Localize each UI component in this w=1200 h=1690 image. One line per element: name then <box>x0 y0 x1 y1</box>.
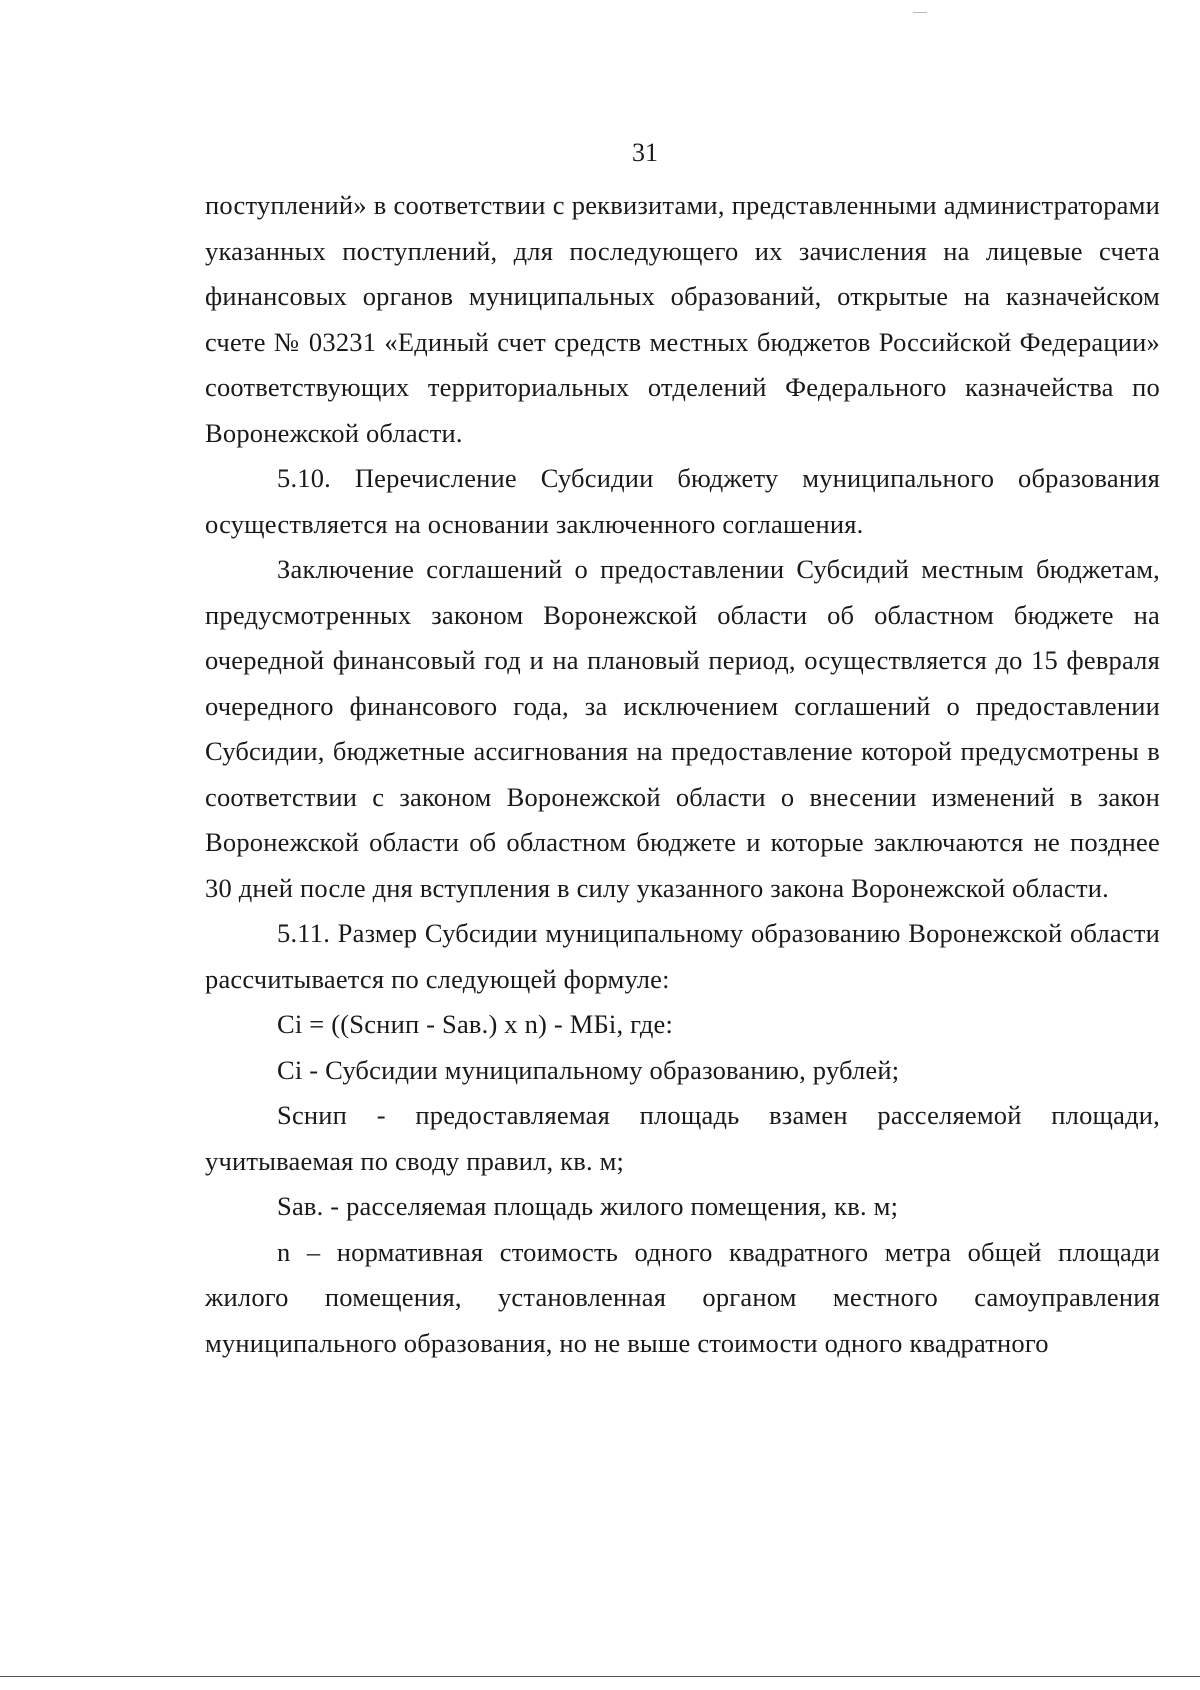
paragraph-agreements: Заключение соглашений о предоставлении Субсидий местным бюджетам, предусмотренных законом Воронежской области об областном бюджете на очередной финансовый год и на плановый период, осуществляется до 15 февраля очередного финансового года, за исключением соглашений о предоставлении Субсидии, бюджетные ассигнования на предоставление которой предусмотрены в соответствии с законом Воронежской области о внесении изменений в закон Воронежской области об областном бюджете и которые заключаются не позднее 30 дней после дня вступления в силу указанного закона Воронежской области. <box>205 554 1160 903</box>
paragraph-5-10: 5.10. Перечисление Субсидии бюджету муниципального образования осуществляется на основании заключенного соглашения. <box>205 463 1160 539</box>
page-number: 31 <box>632 138 658 167</box>
document-body <box>205 183 1160 1366</box>
scan-mark <box>913 12 927 13</box>
bottom-scan-edge <box>0 1676 1200 1677</box>
definition-ci: Ci - Субсидии муниципальному образованию, рублей; <box>277 1054 900 1085</box>
formula: Ci = ((Sснип - Sав.) x n) - МБi, где: <box>277 1009 674 1039</box>
definition-s-snip: Sснип - предоставляемая площадь взамен расселяемой площади, учитываемая по своду правил, кв. м; <box>205 1100 1160 1176</box>
definition-s-av: Sав. - расселяемая площадь жилого помещения, кв. м; <box>277 1191 899 1221</box>
paragraph-continuation: поступлений» в соответствии с реквизитами, представленными администраторами указанных поступлений, для последующего их зачисления на лицевые счета финансовых органов муниципальных образований, открытые на казначейском счете № 03231 «Единый счет средств местных бюджетов Российской Федерации» соответствующих территориальных отделений Федерального казначейства по Воронежской области. <box>205 190 1160 448</box>
definition-n: n – нормативная стоимость одного квадратного метра общей площади жилого помещения, установленная органом местного самоуправления муниципального образования, но не выше стоимости одного квадратного <box>205 1236 1160 1358</box>
paragraph-5-11: 5.11. Размер Субсидии муниципальному образованию Воронежской области рассчитывается по следующей формуле: <box>205 918 1160 994</box>
